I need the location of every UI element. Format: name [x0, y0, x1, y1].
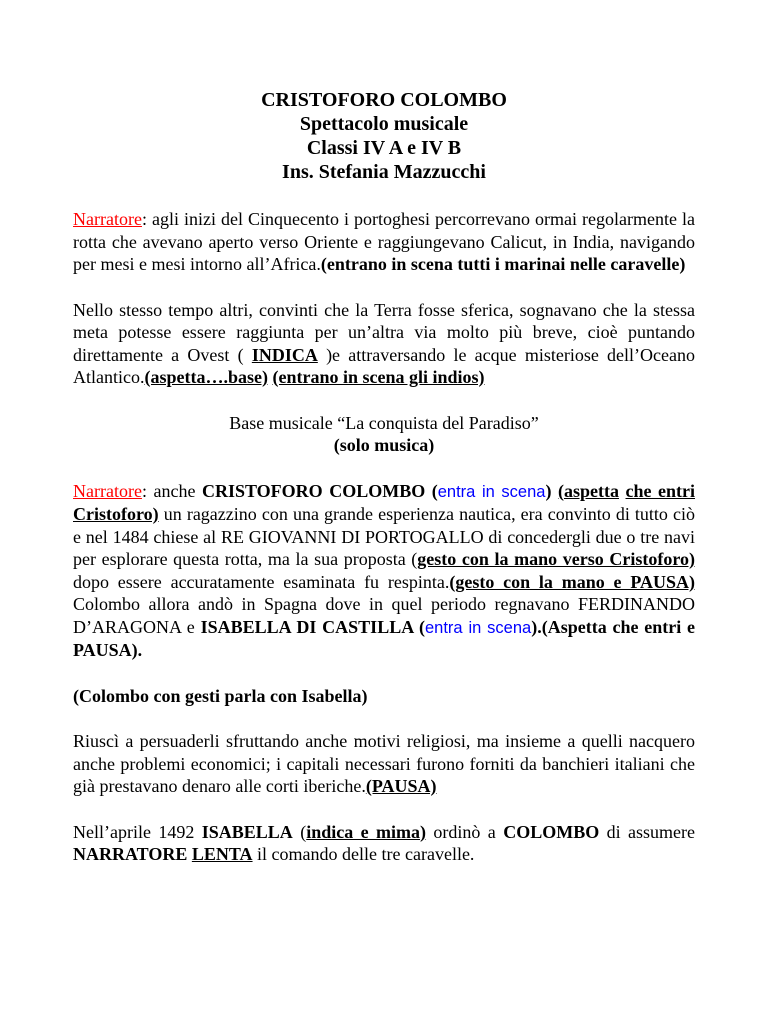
paren: (: [413, 616, 425, 637]
aspetta-direction: (aspetta: [557, 480, 619, 501]
paren: (: [425, 480, 438, 501]
paragraph-text: dopo essere accuratamente esaminata fu respinta.: [73, 571, 450, 592]
entra-scena-direction: entra in scena: [425, 618, 532, 637]
subtitle: Spettacolo musicale: [299, 113, 469, 135]
paragraph-text: Nello stesso tempo altri, convinti che la Terra fosse sferica, sognavano che la stessa meta potesse essere raggiunta per un’altra via molto più breve, cioè puntando direttamente a Ovest (: [73, 299, 695, 365]
paragraph-text: ordinò a: [426, 821, 504, 842]
narratore-direction: NARRATORE: [73, 844, 188, 864]
character-name: CRISTOFORO COLOMBO: [201, 480, 426, 501]
narrator-label: Narratore: [73, 480, 142, 501]
paragraph-6: [73, 821, 695, 866]
paragraph-text: Colombo allora andò in Spagna dove in quel periodo regnavano FERDINANDO D’ARAGONA e: [73, 594, 695, 637]
document-page: [73, 88, 695, 889]
paragraph-text: Riuscì a persuaderli sfruttando anche motivi religiosi, ma insieme a quelli nacquero anche problemi economici; i capitali necessari furono forniti da banchieri italiani che già prestavano denaro alle corti iberiche.: [73, 731, 695, 796]
gesto-pausa-direction: (gesto con la mano e PAUSA): [449, 571, 695, 592]
paragraph-text: un ragazzino con una grande esperienza nautica, era convinto di tutto ciò e nel 1484 chiese al RE GIOVANNI DI PORTOGALLO di concedergli due o tre navi per esplorare questa rotta, ma la sua proposta (: [73, 504, 695, 569]
che-entri-direction: che entri Cristoforo): [73, 480, 696, 524]
paragraph-text: : agli inizi del Cinquecento i portoghesi percorrevano ormai regolarmente la rotta che avevano aperto verso Oriente e raggiungevano Calicut, in India, navigando per mesi e mesi intorno all’Africa.: [73, 209, 695, 274]
music-section: [73, 412, 695, 457]
stage-direction: (entrano in scena gli indios): [272, 367, 485, 387]
paragraph-text: di assumere: [599, 821, 695, 842]
paragraph-3: [73, 480, 695, 662]
paragraph-text: : anche: [141, 480, 202, 501]
pausa-direction: (PAUSA): [365, 776, 437, 796]
teacher-line: Ins. Stefania Mazzucchi: [282, 161, 486, 183]
stage-direction: ).(Aspetta che entri e PAUSA).: [73, 616, 696, 660]
paren: ): [545, 480, 558, 501]
indica-mima-direction: indica e mima): [306, 821, 427, 842]
title: CRISTOFORO COLOMBO: [261, 89, 507, 111]
paragraph-2: [73, 299, 695, 389]
narrator-label: Narratore: [73, 209, 142, 229]
paragraph-4: (Colombo con gesti parla con Isabella): [73, 685, 368, 706]
character-name: ISABELLA DI CASTILLA: [200, 616, 414, 637]
aspetta-direction: (aspetta….base): [144, 367, 268, 387]
character-name: COLOMBO: [503, 821, 600, 842]
paragraph-5: [73, 730, 695, 798]
music-note: (solo musica): [333, 435, 435, 455]
paren: (: [292, 821, 307, 842]
paragraph-text: il comando delle tre caravelle.: [252, 844, 475, 864]
document-header: [73, 88, 695, 184]
lenta-direction: LENTA: [191, 844, 253, 864]
character-name: ISABELLA: [201, 821, 293, 842]
indica-direction: INDICA: [251, 344, 318, 365]
classes-line: Classi IV A e IV B: [306, 137, 462, 159]
paragraph-text: )e attraversando le acque misteriose dell’Oceano Atlantico.: [73, 344, 695, 387]
stage-direction: (entrano in scena tutti i marinai nelle caravelle): [320, 254, 686, 274]
paragraph-text: Nell’aprile 1492: [73, 821, 202, 842]
music-title: Base musicale “La conquista del Paradiso”: [229, 412, 539, 433]
paragraph-1: [73, 208, 695, 276]
entra-scena-direction: entra in scena: [437, 482, 546, 501]
gesto-direction: gesto con la mano verso Cristoforo): [417, 549, 695, 569]
